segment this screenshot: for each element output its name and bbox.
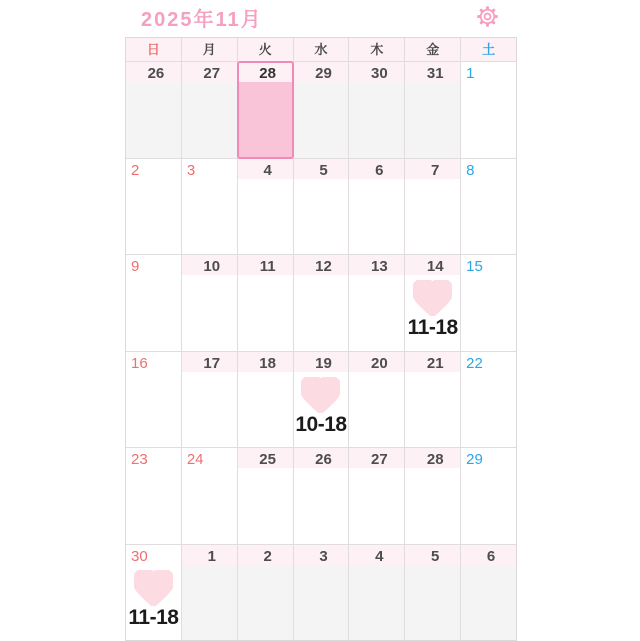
day-number: 26 — [126, 62, 181, 82]
day-cell-3[interactable] — [182, 159, 237, 255]
day-cell-23[interactable] — [126, 448, 181, 544]
day-number: 27 — [349, 448, 404, 468]
day-number: 20 — [349, 352, 404, 372]
day-cell-adj-3[interactable] — [294, 545, 349, 641]
day-cell-1[interactable] — [461, 62, 516, 158]
day-number: 5 — [294, 159, 349, 179]
day-cell-13[interactable] — [349, 255, 404, 351]
day-number: 18 — [238, 352, 293, 372]
day-number: 7 — [405, 159, 460, 179]
day-cell-adj-27[interactable] — [182, 62, 237, 158]
day-number: 25 — [238, 448, 293, 468]
calendar — [125, 37, 517, 641]
day-number: 19 — [294, 352, 349, 372]
weekday-header-mon: 月 — [182, 38, 237, 61]
day-cell-28[interactable] — [405, 448, 460, 544]
day-number: 10 — [182, 255, 237, 275]
day-number: 30 — [349, 62, 404, 82]
day-cell-2[interactable] — [126, 159, 181, 255]
day-number: 30 — [131, 547, 148, 565]
day-cell-18[interactable] — [238, 352, 293, 448]
heart-icon — [301, 377, 340, 413]
event-time-label: 11-18 — [128, 605, 179, 629]
day-cell-4[interactable] — [238, 159, 293, 255]
day-cell-11[interactable] — [238, 255, 293, 351]
day-number: 3 — [186, 161, 196, 179]
day-cell-30[interactable] — [126, 545, 181, 641]
day-number: 23 — [131, 451, 148, 468]
day-cell-6[interactable] — [349, 159, 404, 255]
day-number: 28 — [405, 448, 460, 468]
day-number: 31 — [405, 62, 460, 82]
day-number: 28 — [238, 62, 293, 82]
day-number: 5 — [405, 545, 460, 565]
day-number: 26 — [294, 448, 349, 468]
day-cell-adj-31[interactable] — [405, 62, 460, 158]
day-number: 15 — [466, 258, 483, 275]
day-cell-12[interactable] — [294, 255, 349, 351]
day-cell-adj-29[interactable] — [294, 62, 349, 158]
day-cell-24[interactable] — [182, 448, 237, 544]
day-number: 12 — [294, 255, 349, 275]
day-cell-20[interactable] — [349, 352, 404, 448]
day-cell-29[interactable] — [461, 448, 516, 544]
day-number: 1 — [466, 65, 475, 82]
day-number: 11 — [238, 255, 293, 275]
event-time-label: 10-18 — [295, 412, 347, 436]
heart-icon — [134, 570, 173, 606]
day-number: 1 — [182, 545, 237, 565]
day-number: 24 — [186, 451, 204, 468]
day-number: 9 — [131, 258, 140, 275]
day-number: 21 — [405, 352, 460, 372]
day-cell-adj-1[interactable] — [182, 545, 237, 641]
day-cell-10[interactable] — [182, 255, 237, 351]
day-cell-19[interactable] — [294, 352, 349, 448]
day-cell-adj-30[interactable] — [349, 62, 404, 158]
day-number: 14 — [405, 255, 460, 275]
day-number: 27 — [182, 62, 237, 82]
day-number: 16 — [131, 354, 148, 372]
day-cell-8[interactable] — [461, 159, 516, 255]
weekday-header-thu: 木 — [349, 38, 404, 61]
day-cell-27[interactable] — [349, 448, 404, 544]
day-number: 4 — [349, 545, 404, 565]
day-cell-26[interactable] — [294, 448, 349, 544]
day-cell-adj-26[interactable] — [126, 62, 181, 158]
weekday-header-fri: 金 — [405, 38, 460, 61]
day-cell-22[interactable] — [461, 352, 516, 448]
calendar-grid — [125, 37, 517, 641]
day-cell-adj-6[interactable] — [461, 545, 516, 641]
day-number: 4 — [238, 159, 293, 179]
weekday-header-sat: 土 — [461, 38, 516, 61]
day-number: 6 — [461, 545, 516, 565]
day-cell-adj-5[interactable] — [405, 545, 460, 641]
day-number: 8 — [466, 161, 475, 179]
day-cell-17[interactable] — [182, 352, 237, 448]
gear-icon — [476, 5, 499, 28]
weekday-header-sun: 日 — [126, 38, 181, 61]
weekday-header-tue: 火 — [238, 38, 293, 61]
heart-icon — [413, 280, 452, 316]
event-time-label: 11-18 — [407, 316, 458, 339]
day-cell-14[interactable] — [405, 255, 460, 351]
day-number: 2 — [131, 161, 140, 179]
day-cell-25[interactable] — [238, 448, 293, 544]
day-cell-7[interactable] — [405, 159, 460, 255]
day-cell-16[interactable] — [126, 352, 181, 448]
day-number: 29 — [294, 62, 349, 82]
day-number: 13 — [349, 255, 404, 275]
day-cell-adj-4[interactable] — [349, 545, 404, 641]
day-number: 3 — [294, 545, 349, 565]
day-cell-adj-28[interactable] — [238, 62, 293, 158]
month-title: 2025年11月 — [141, 9, 263, 31]
weekday-header-wed: 水 — [294, 38, 349, 61]
day-cell-9[interactable] — [126, 255, 181, 351]
day-cell-15[interactable] — [461, 255, 516, 351]
day-number: 29 — [466, 451, 483, 468]
day-number: 17 — [182, 352, 237, 372]
day-cell-21[interactable] — [405, 352, 460, 448]
day-cell-5[interactable] — [294, 159, 349, 255]
day-cell-adj-2[interactable] — [238, 545, 293, 641]
day-number: 6 — [349, 159, 404, 179]
day-number: 2 — [238, 545, 293, 565]
settings-button[interactable] — [476, 5, 499, 28]
day-number: 22 — [466, 354, 483, 372]
